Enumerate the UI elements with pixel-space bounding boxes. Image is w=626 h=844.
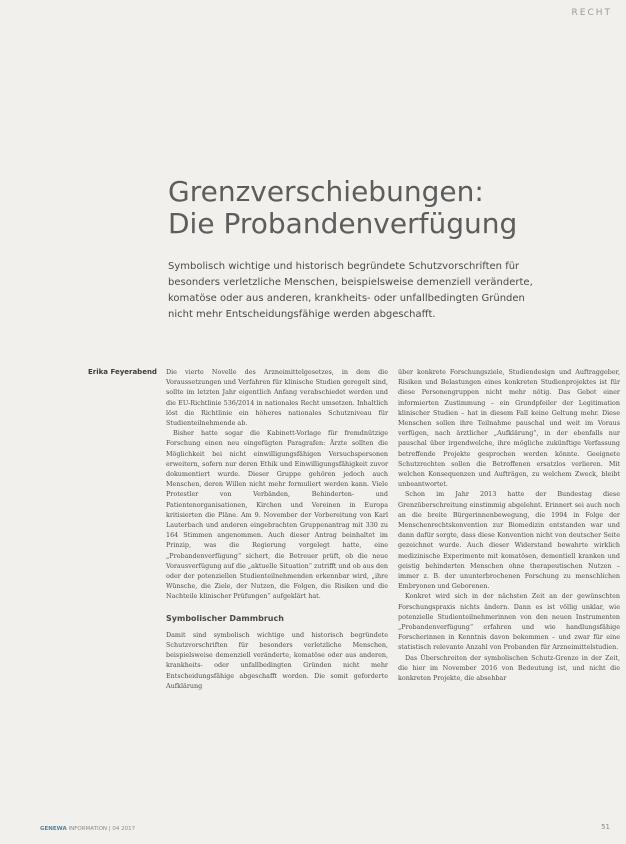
page-number: 51 (601, 823, 610, 831)
article-lead: Symbolisch wichtige und historisch begründete Schutzvorschriften für besonders verletzliche Menschen, beispielsweise demenziell veränderte, komatöse oder aus anderen, krankheits- oder unfallbedingten Gründen nicht mehr Entscheidungsfähige werden abgeschafft. (168, 261, 533, 320)
page-footer (40, 826, 135, 832)
paragraph: Das Überschreiten der symbolischen Schutz-Grenze in der Zeit, die hier im November 2016 von Bedeutung ist, und nicht die konkreten Projekte, die absehbar (398, 653, 620, 683)
text-column-1 (166, 367, 388, 691)
text-column-2 (398, 367, 620, 683)
subheading: Symbolischer Dammbruch (166, 613, 284, 623)
paragraph: Damit sind symbolisch wichtige und historisch begründete Schutzvorschriften für besonders verletzliche Menschen, beispielsweise demenziell veränderte, komatöse oder aus anderen, krankheits- oder unfallbedingten Gründen nicht mehr Entscheidungsfähige abgeschafft worden. Die somit geforderte Aufklärung (166, 630, 388, 690)
footer-brand: GENEWA (40, 826, 67, 832)
title-line-1: Grenzverschiebungen: (168, 175, 484, 208)
paragraph: Bisher hatte sogar die Kabinett-Vorlage für fremdnützige Forschung einen neu eingefügten Paragrafen: Ärzte sollten die Möglichkeit bei nicht einwilligungsfähigen Versuchspersonen erweitern, sofern nur deren Ethik und Einwilligungsfähigkeit zuvor dokumentiert wurde. Dieser Gruppe gehören jedoch auch Menschen, deren Willen nicht mehr formuliert werden kann. Viele Protestler von Verbänden, Behinderten- und Patientenorganisationen, Kirchen und Vereinen in Europa kritisierten die Pläne. Am 9. November der Vorbereitung von Karl Lauterbach und anderen eingebrachten Gruppenantrag mit 330 zu 164 Stimmen angenommen. Auch dieser Antrag beinhaltet im Prinzip, was die Regierung vorgelegt hatte, eine „Probandenverfügung“ sichert, die Betreuer prüft, ob die neue Vorausverfügung auf die „aktuelle Situation“ zutrifft und ob aus den oder der potenziellen Studienteilnehmenden erkennbar wird, „ihre Wünsche, die Ziele, der Nutzen, die Folgen, die Risiken und die Nachteile klinischer Prüfungen“ aufgeklärt hat. (166, 429, 388, 601)
footer-issue: INFORMATION | 04 2017 (68, 826, 136, 832)
paragraph: Die vierte Novelle des Arzneimittelgesetzes, in dem die Voraussetzungen und Verfahren für klinische Studien geregelt sind, sollte im letzten Jahr eigentlich Anfang verabschiedet werden und die EU-Richtlinie 536/2014 in nationales Recht umsetzen. Inhaltlich löst die Richtlinie ein höheres nationales Schutzniveau für Studienteilnehmende ab. (166, 368, 388, 428)
section-label: RECHT (571, 8, 612, 18)
paragraph: Konkret wird sich in der nächsten Zeit an der gewünschten Forschungspraxis nichts ändern. Dann es ist völlig unklar, wie potenzielle Studienteilnehmerinnen von den neuen Instrumenten „Probandenverfügung“ erfahren und wie handlungsfähige Forscherinnen in Kenntnis davon bekommen – und zwar für eine statistisch relevante Anzahl von Probanden für Arzneimittelstudien. (398, 592, 620, 652)
title-line-2: Die Probandenverfügung (168, 207, 518, 240)
author-name: Erika Feyerabend (88, 368, 157, 376)
paragraph: Schon im Jahr 2013 hatte der Bundestag diese Grenzüberschreitung einstimmig abgelehnt. Erinnert sei auch noch an die breite Bürgerinnenbewegung, die 1994 in Folge der Menschenrechtskonvention zur Biomedizin entstanden war und dann dafür sorgte, dass diese Konvention nicht von deutscher Seite gezeichnet wurde. Auch dieser Widerstand bewahrte wirklich medizinische Experimente mit komatösen, dementiell kranken und geistig behinderten Menschen ohne therapeutischen Nutzen – immer z. B. der ununterbrochenen Forschung zu menschlichen Embryonen und Geborenen. (398, 490, 620, 591)
paragraph: über konkrete Forschungsziele, Studiendesign und Auftraggeber, Risiken und Belastungen eines konkreten Studienprojektes ist für diese Personengruppen nicht mehr nötig. Das Gebot einer informierten Zustimmung – ein Grundpfeiler der Legitimation klinischer Studien – hat in diesem Fall keine Geltung mehr. Diese Menschen sollen ihre Teilnahme pauschal und weit im Voraus verfügen, nach ärztlicher „Aufklärung“, in der ebenfalls nur pauschal über irgendwelche, ihre mögliche zukünftige Verfassung betreffende Projekte gesprochen werden könnte. Geeignete Schutzrechten sollen die Betroffenen ersatzlos verlieren. Mit welchen Konsequenzen und Aufträgen, zu welchem Zweck, bleibt unbeantwortet. (398, 368, 620, 489)
article-title (168, 176, 608, 240)
